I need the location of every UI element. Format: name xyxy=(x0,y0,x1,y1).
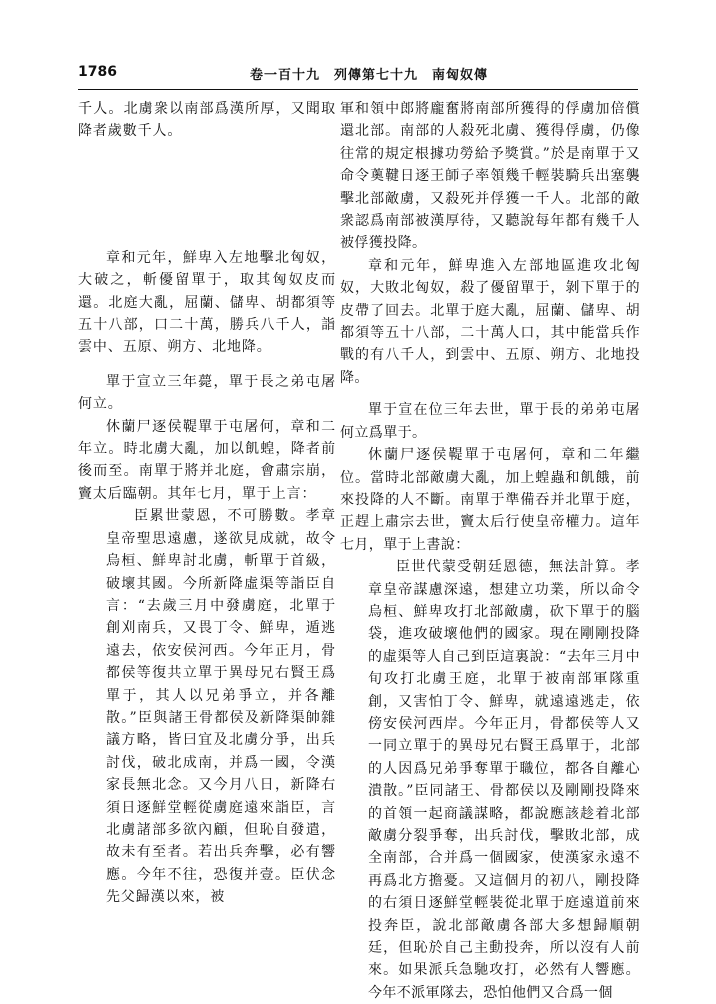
page-number: 1786 xyxy=(78,64,117,80)
spacer xyxy=(78,143,336,247)
running-title: 卷一百十九 列傳第七十九 南匈奴傳 xyxy=(250,68,489,83)
right-memorial-quote: 臣世代蒙受朝廷恩德，無法計算。孝章皇帝謀慮深遠，想建立功業，所以命令烏桓、鮮卑攻打北部敵虜，砍下單于的腦袋，進攻破壞他們的國家。現在剛剛投降的虛渠等人自己到臣這裏說：“去年三月中旬攻打北虜王庭，北單于被南部軍隊重創，又害怕丁令、鮮卑，就遠遠逃走，依傍安侯河西岸。今年正月，骨都侯等人又一同立單于的異母兄右賢王爲單于，北部的人因爲兄弟爭奪單于職位，都各自離心潰散。”臣同諸王、骨都侯以及剛剛投降來的首領一起商議謀略，都說應該趁着北部敵虜分裂爭奪，出兵討伐，擊敗北部，成全南部，合并爲一個國家，使漢家永遠不再爲北方擔憂。又這個月的初八，剛投降的右須日逐鮮堂輕裝從北單于庭遠道前來投奔臣，說北部敵虜各部大多想歸順朝廷，但恥於自己主動投奔，所以沒有人前來。如果派兵急馳攻打，必然有人響應。今年不派軍隊去，恐怕他們又合爲一個 xyxy=(368,559,640,1001)
right-paragraph-4: 休蘭尸逐侯鞮單于屯屠何，章和二年繼位。當時北部敵虜大亂，加上蝗蟲和飢餓，前來投降的人不斷。南單于準備吞并北單于庭，正趕上肅宗去世，竇太后行使皇帝權力。這年七月，單于上書說： xyxy=(340,447,640,553)
spacer xyxy=(78,359,336,371)
left-paragraph-3: 單于宣立三年薨，單于長之弟屯屠何立。 xyxy=(78,373,336,413)
left-paragraph-2: 章和元年，鮮卑入左地擊北匈奴，大破之，斬優留單于，取其匈奴皮而還。北庭大亂，屈蘭、儲卑、胡都須等五十八部，口二十萬，勝兵八千人，詣雲中、五原、朔方、北地降。 xyxy=(78,249,336,356)
translation-column xyxy=(340,98,640,1004)
right-paragraph-1: 軍和領中郎將龐奮將南部所獲得的俘虜加倍償還北部。南部的人殺死北虜、獲得俘虜，仍像往常的規定根據功勞給予獎賞。”於是南單于又命令薁鞬日逐王師子率領幾千輕裝騎兵出塞襲擊北部敵虜，又殺死并俘獲一千人。北部的敵衆認爲南部被漢厚待，又聽說每年都有幾千人被俘獲投降。 xyxy=(340,101,640,252)
left-memorial-quote: 臣累世蒙恩，不可勝數。孝章皇帝聖思遠慮，遂欲見成就，故令烏桓、鮮卑討北虜，斬單于首級，破壞其國。今所新降虛渠等詣臣自言：“去歲三月中發虜庭，北單于創刈南兵，又畏丁令、鮮卑，遁逃遠去，依安侯河西。今年正月，骨都侯等復共立單于異母兄右賢王爲單于，其人以兄弟爭立，并各離散。”臣與諸王骨都侯及新降渠帥雜議方略，皆曰宜及北虜分爭，出兵討伐，破北成南，并爲一國，令漢家長無北念。又今月八日，新降右須日逐鮮堂輕從虜庭遠來詣臣，言北虜諸部多欲內顧，但恥自發遣，故未有至者。若出兵奔擊，必有響應。今年不往，恐復并壹。臣伏念先父歸漢以來，被 xyxy=(106,508,336,906)
right-paragraph-3: 單于宣在位三年去世，單于長的弟弟屯屠何立爲單于。 xyxy=(340,402,640,441)
page-header xyxy=(78,62,638,88)
spacer xyxy=(340,389,640,399)
left-paragraph-4: 休蘭尸逐侯鞮單于屯屠何，章和二年立。時北虜大亂，加以飢蝗，降者前後而至。南單于將并北庭，會肅宗崩，竇太后臨朝。其年七月，單于上言： xyxy=(78,418,336,502)
classical-text-column xyxy=(78,98,336,909)
left-paragraph-1: 千人。北虜衆以南部爲漢所厚，又聞取降者歲數千人。 xyxy=(78,101,336,140)
right-paragraph-2: 章和元年，鮮卑進入左部地區進攻北匈奴，大敗北匈奴，殺了優留單于，剝下單于的皮帶了回去。北單于庭大亂，屈蘭、儲卑、胡都須等五十八部，二十萬人口，其中能當兵作戰的有八千人，到雲中、五原、朔方、北地投降。 xyxy=(340,257,640,386)
header-rule xyxy=(78,89,638,90)
